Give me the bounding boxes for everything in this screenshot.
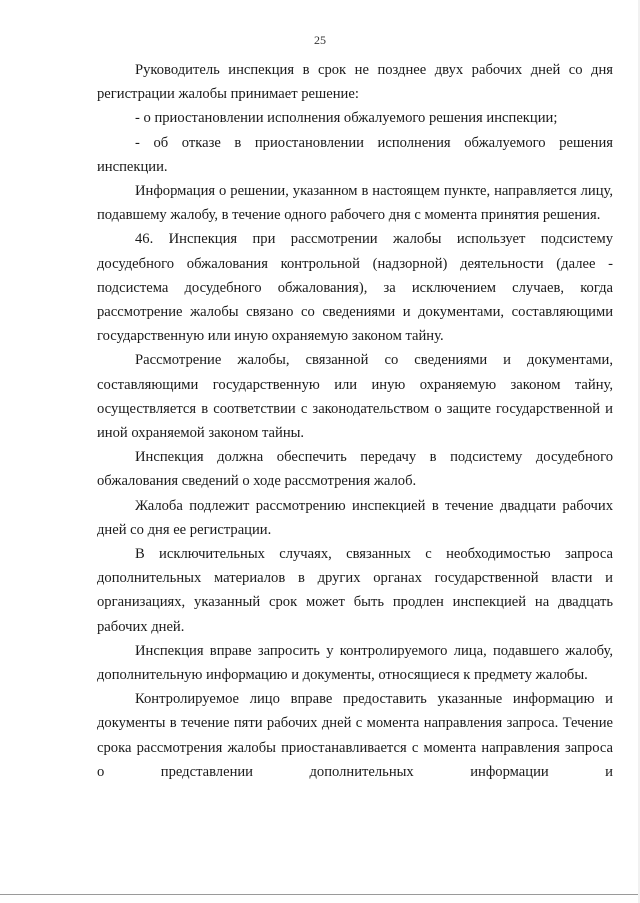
paragraph: - об отказе в приостановлении исполнения обжалуемого решения инспекции. (97, 134, 613, 175)
paragraph: В исключительных случаях, связанных с необходимостью запроса дополнительных материалов в других органах государственной власти и организациях, указанный срок может быть продлен инспекцией на двадцать рабочих дней. (97, 546, 613, 635)
paragraph: Инспекция должна обеспечить передачу в подсистему досудебного обжалования сведений о ходе рассмотрения жалоб. (97, 449, 613, 490)
paragraph: Руководитель инспекция в срок не позднее двух рабочих дней со дня регистрации жалобы принимает решение: (97, 62, 613, 103)
paragraph: Жалоба подлежит рассмотрению инспекцией в течение двадцати рабочих дней со дня ее регистрации. (97, 497, 613, 538)
paragraph: - о приостановлении исполнения обжалуемого решения инспекции; (135, 110, 558, 127)
paragraph: Инспекция вправе запросить у контролируемого лица, подавшего жалобу, дополнительную информацию и документы, относящиеся к предмету жалобы. (97, 642, 613, 684)
paragraph-continued: Контролируемое лицо вправе предоставить указанные информацию и документы в течение пяти рабочих дней с момента направления запроса. Течение срока рассмотрения жалобы приостанавливается с момента направления запроса о представлении дополнительных информации и (97, 691, 613, 780)
page-number: 25 (314, 33, 326, 47)
paragraph: 46. Инспекция при рассмотрении жалобы использует подсистему досудебного обжалования контрольной (надзорной) деятельности (далее - подсистема досудебного обжалования), за исключением случаев, когда рассмотрение жалобы связано со сведениями и документами, составляющими государственную или иную охраняемую законом тайну. (97, 231, 613, 345)
paragraph: Рассмотрение жалобы, связанной со сведениями и документами, составляющими государственную или иную охраняемую законом тайну, осуществляется в соответствии с законодательством о защите государственной и иной охраняемой законом тайны. (97, 352, 613, 442)
paragraph: Информация о решении, указанном в настоящем пункте, направляется лицу, подавшему жалобу, в течение одного рабочего дня с момента принятия решения. (97, 183, 613, 224)
document-body (97, 58, 613, 784)
scan-bottom-edge (0, 894, 640, 895)
